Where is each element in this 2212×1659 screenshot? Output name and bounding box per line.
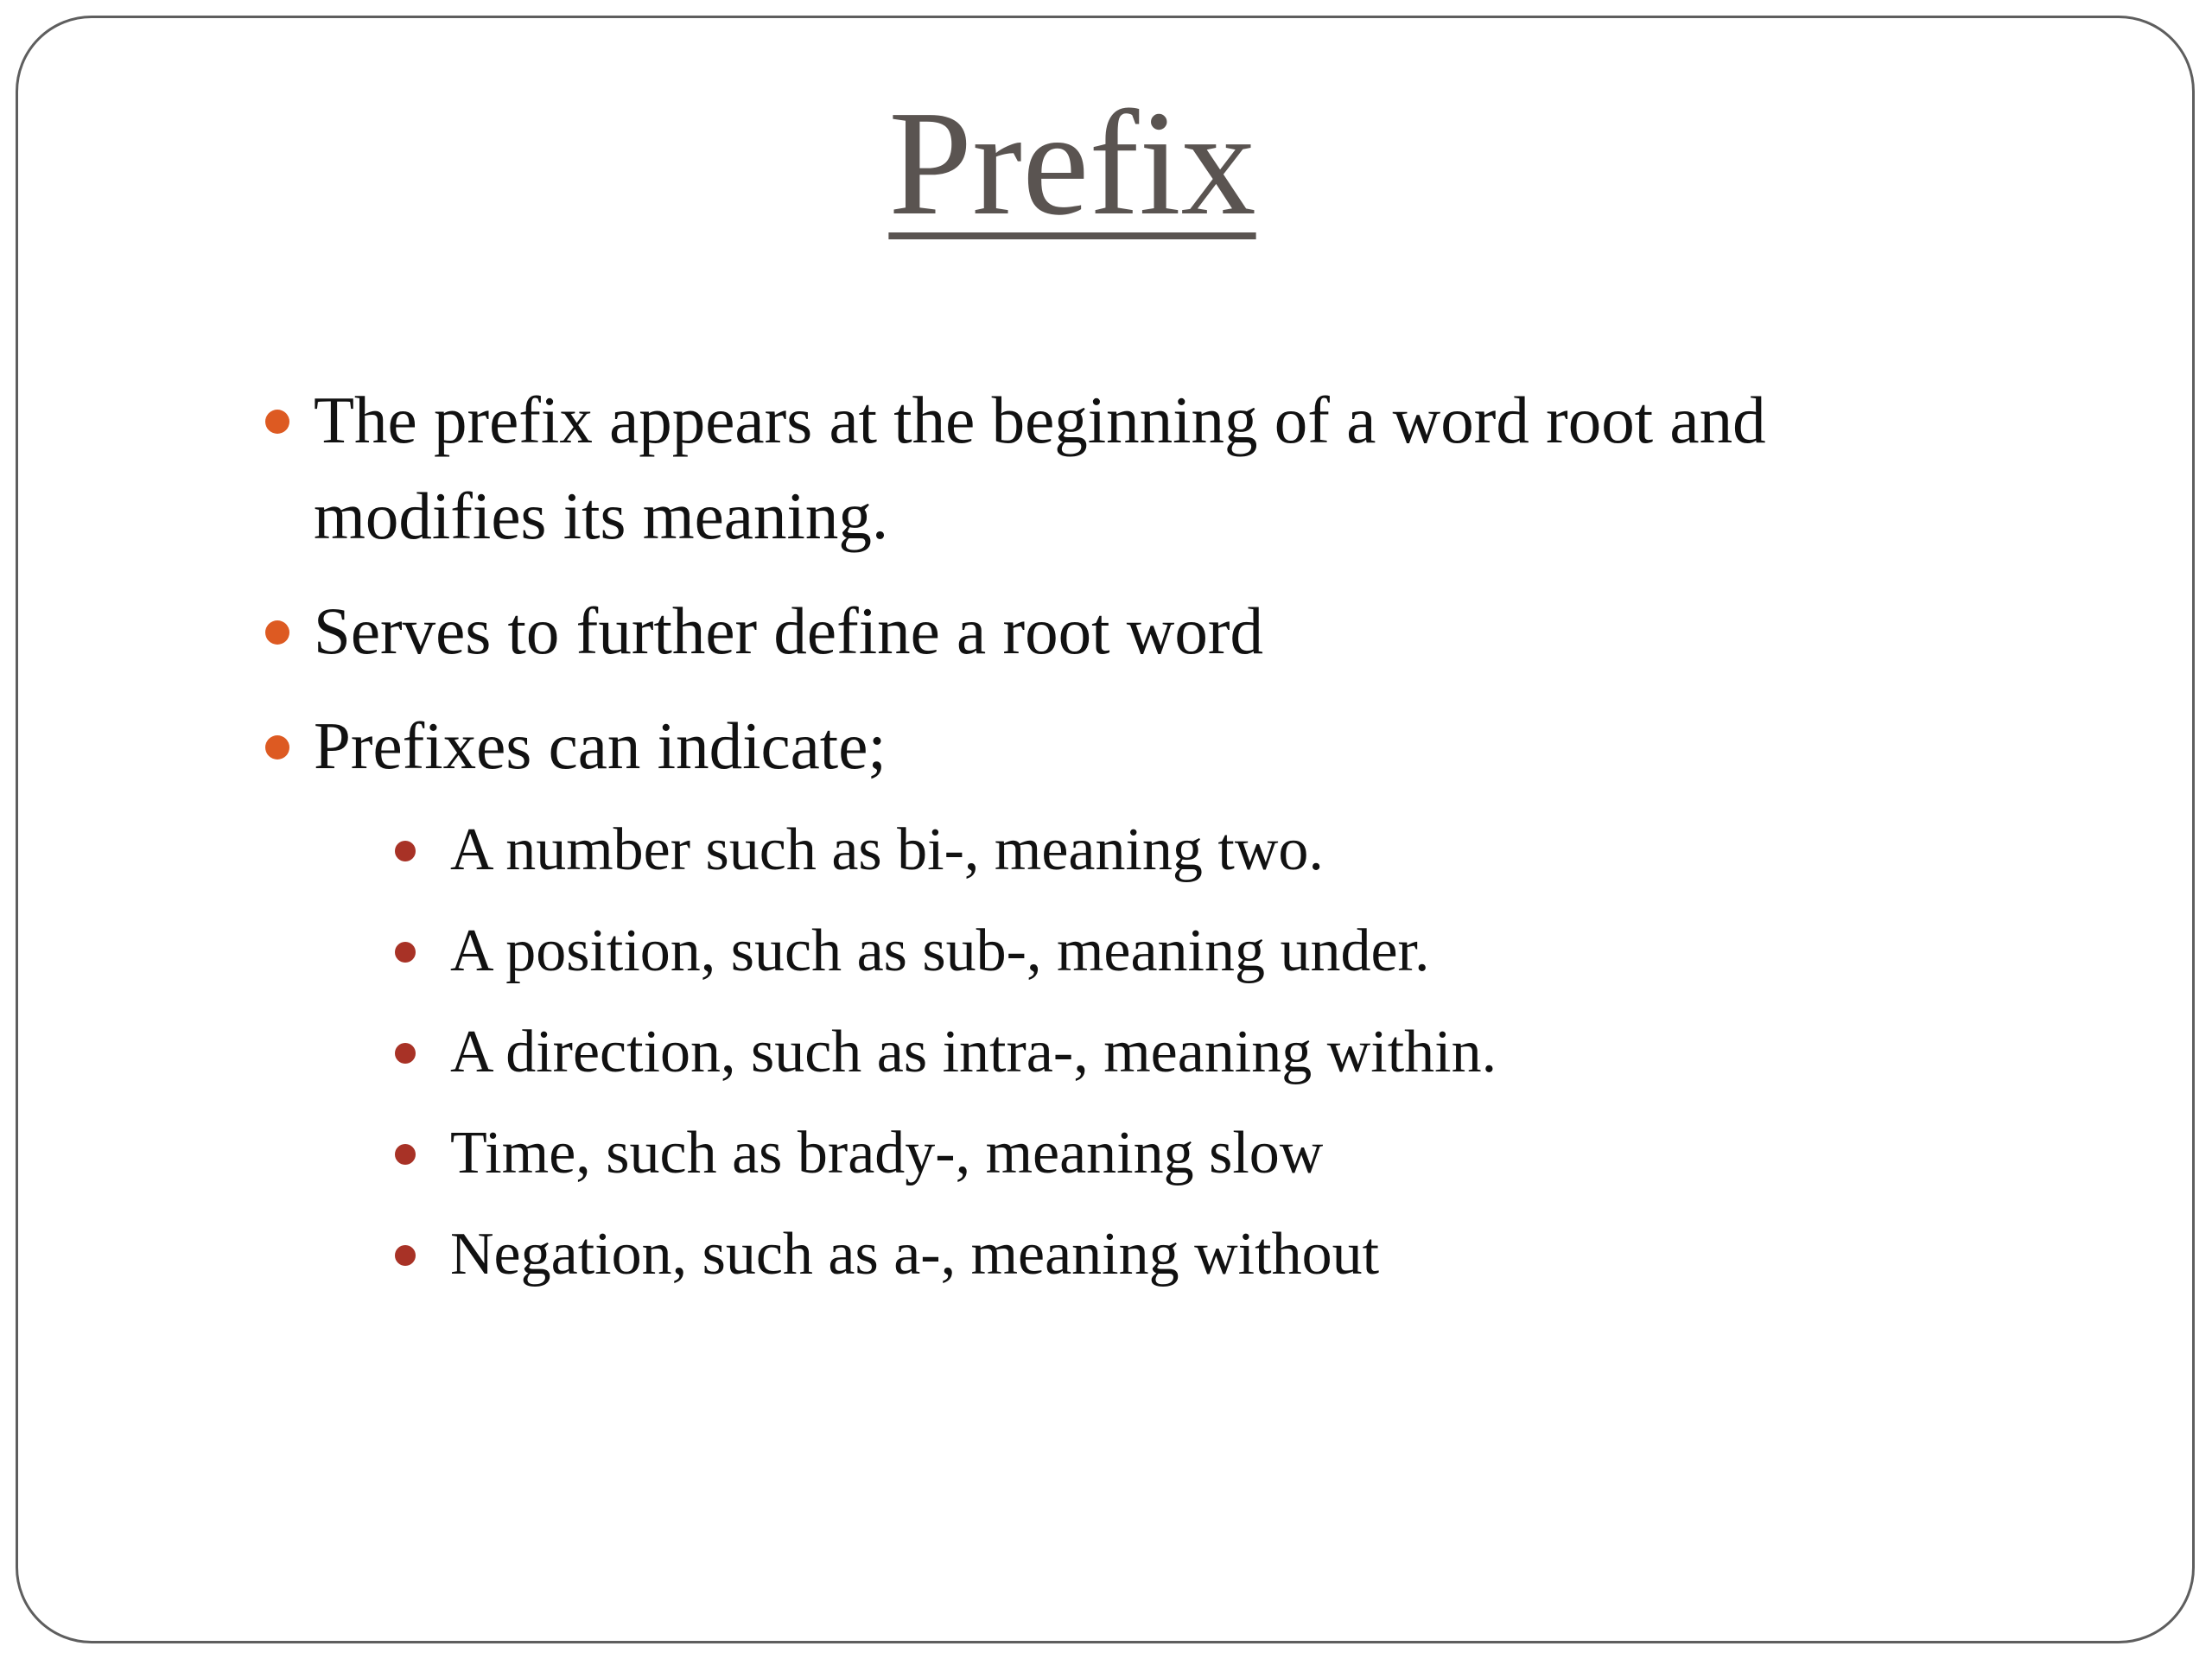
- sub-bullet-text: A number such as bi-, meaning two.: [450, 817, 1324, 883]
- slide-frame: [16, 16, 2195, 1643]
- sub-bullet-text: A direction, such as intra-, meaning within.: [450, 1019, 1497, 1085]
- sub-bullet-item: [383, 1204, 1954, 1305]
- bullet-list: [243, 372, 1954, 1305]
- bullet-text: Prefixes can indicate;: [314, 709, 887, 783]
- sub-bullet-dot-icon: [395, 1144, 416, 1165]
- bullet-item: [243, 372, 1954, 564]
- slide-title: Prefix: [888, 79, 1256, 246]
- sub-bullet-text: Time, such as brady-, meaning slow: [450, 1120, 1324, 1186]
- sub-bullet-item: [383, 799, 1954, 900]
- sub-bullet-item: [383, 1001, 1954, 1103]
- bullet-text: Serves to further define a root word: [314, 594, 1264, 668]
- sub-bullet-text: A position, such as sub-, meaning under.: [450, 918, 1430, 984]
- slide-content: [243, 372, 1954, 1324]
- sub-bullet-list: [383, 799, 1954, 1305]
- bullet-dot-icon: [265, 620, 289, 645]
- sub-bullet-item: [383, 1103, 1954, 1204]
- bullet-dot-icon: [265, 410, 289, 434]
- sub-bullet-dot-icon: [395, 1245, 416, 1266]
- bullet-item: [243, 583, 1954, 679]
- sub-bullet-item: [383, 900, 1954, 1001]
- sub-bullet-dot-icon: [395, 841, 416, 861]
- bullet-text: The prefix appears at the beginning of a word root and modifies its meaning.: [314, 383, 1766, 553]
- sub-bullet-dot-icon: [395, 942, 416, 963]
- bullet-dot-icon: [265, 735, 289, 760]
- bullet-item: [243, 698, 1954, 1305]
- sub-bullet-dot-icon: [395, 1043, 416, 1064]
- sub-bullet-text: Negation, such as a-, meaning without: [450, 1221, 1380, 1287]
